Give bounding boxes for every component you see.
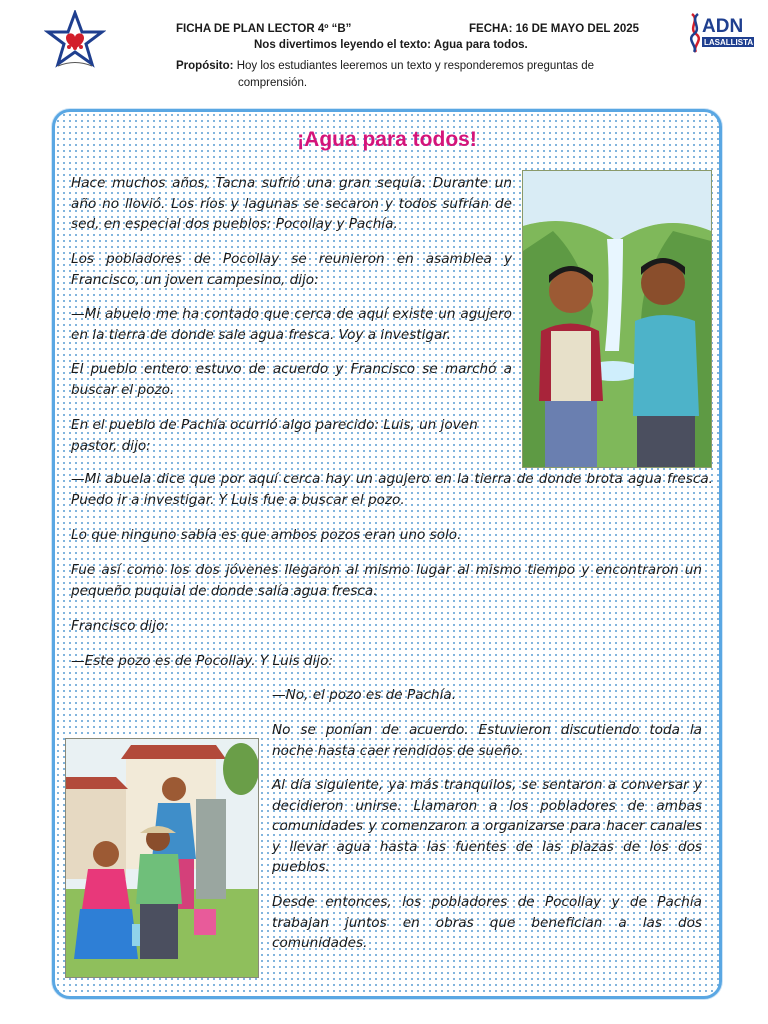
worksheet-subtitle: Nos divertimos leyendo el texto: Agua para todos. — [254, 39, 528, 51]
worksheet-title: FICHA DE PLAN LECTOR 4º “B” — [176, 23, 352, 35]
paragraph-14: Desde entonces, los pobladores de Pocollay y de Pachía trabajan juntos en obras que benefician a las dos comunidades. — [272, 894, 702, 951]
worksheet-date: FECHA: 16 DE MAYO DEL 2025 — [469, 23, 640, 35]
purpose-text-line-2: comprensión. — [238, 77, 308, 89]
paragraph-5: En el pueblo de Pachía ocurrió algo parecido: Luis, un joven pastor, dijo: — [71, 417, 478, 454]
paragraph-11: —No, el pozo es de Pachía. — [272, 687, 457, 703]
boys-waterfall-illustration — [522, 170, 712, 468]
paragraph-7: Lo que ninguno sabía es que ambos pozos eran uno solo. — [71, 527, 462, 543]
school-star-logo — [44, 10, 106, 72]
paragraph-12: No se ponían de acuerdo. Estuvieron discutiendo toda la noche hasta caer rendidos de sueño. — [272, 722, 702, 759]
purpose-text-line-1: Hoy los estudiantes leeremos un texto y responderemos preguntas de — [236, 60, 595, 72]
paragraph-1: Hace muchos años, Tacna sufrió una gran sequía. Durante un año no llovió. Los ríos y lagunas se secaron y todos sufrían de sed, en especial dos pueblos: Pocollay y Pachía. — [71, 175, 512, 232]
adn-lasallista-logo — [686, 10, 756, 56]
paragraph-13: Al día siguiente, ya más tranquilos, se sentaron a conversar y decidieron unirse. Llamaron a los pobladores de ambas comunidades y comenzaron a organizarse para hacer canales y llevar agua hasta las fuentes de las plazas de los dos pueblos. — [272, 777, 702, 875]
purpose-label: Propósito: — [176, 60, 234, 72]
paragraph-6: —Mi abuela dice que por aquí cerca hay un agujero en la tierra de donde brota agua fresca. Puedo ir a investigar. Y Luis fue a buscar el pozo. — [71, 471, 713, 508]
paragraph-10: —Este pozo es de Pocollay. Y Luis dijo: — [71, 653, 333, 669]
paragraph-4: El pueblo entero estuvo de acuerdo y Francisco se marchó a buscar el pozo. — [71, 361, 512, 398]
svg-text:ADN: ADN — [702, 16, 744, 37]
svg-text:LASALLISTA: LASALLISTA — [704, 38, 754, 47]
paragraph-9: Francisco dijo: — [71, 618, 169, 634]
village-family-illustration — [65, 738, 259, 978]
paragraph-3: —Mi abuelo me ha contado que cerca de aquí existe un agujero en la tierra de donde sale agua fresca. Voy a investigar. — [71, 306, 512, 343]
story-title: ¡Agua para todos! — [297, 128, 477, 151]
paragraph-8: Fue así como los dos jóvenes llegaron al mismo lugar al mismo tiempo y encontraron un pequeño puquial de donde salía agua fresca. — [71, 562, 702, 599]
paragraph-2: Los pobladores de Pocollay se reunieron en asamblea y Francisco, un joven campesino, dijo: — [71, 251, 512, 288]
worksheet-purpose — [176, 58, 676, 92]
